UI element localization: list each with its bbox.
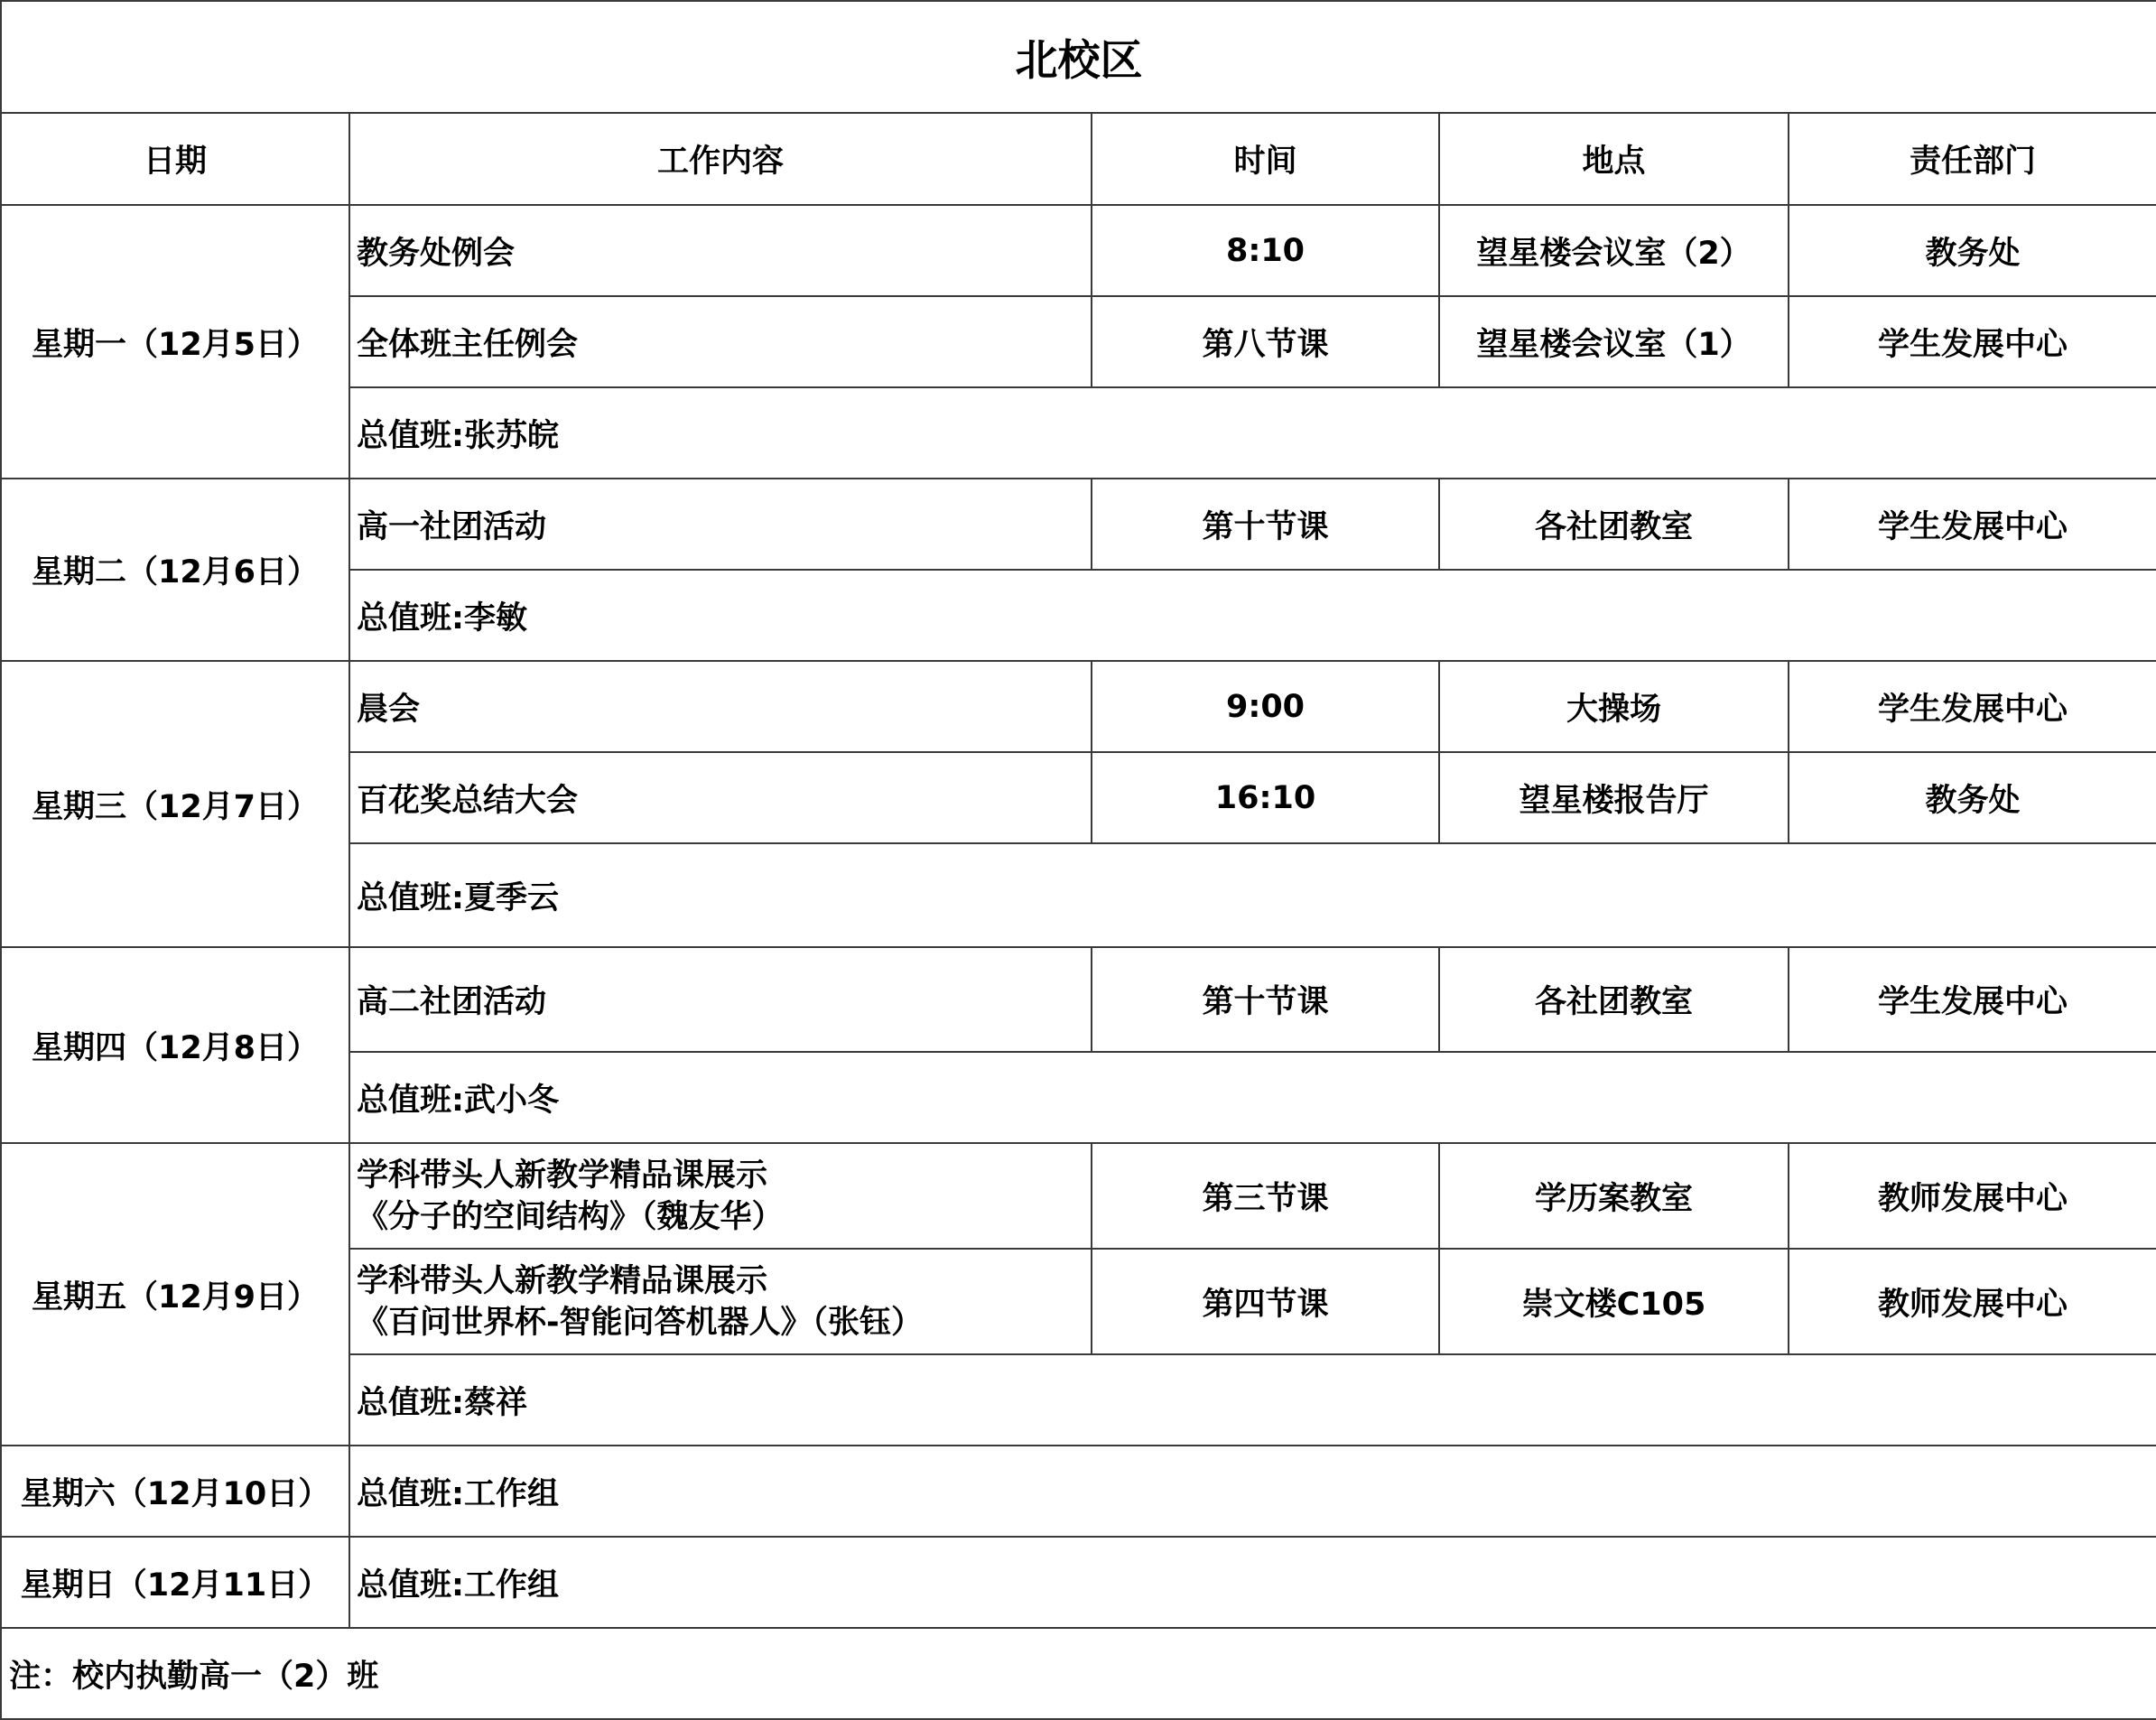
date-cell: 星期六（12月10日）	[1, 1446, 349, 1537]
duty-cell: 总值班:工作组	[349, 1537, 2156, 1628]
date-cell: 星期一（12月5日）	[1, 205, 349, 479]
header-task: 工作内容	[349, 113, 1092, 205]
page-title: 北校区	[1, 1, 2156, 113]
task-cell: 全体班主任例会	[349, 296, 1092, 387]
duty-cell: 总值班:工作组	[349, 1446, 2156, 1537]
duty-cell: 总值班:武小冬	[349, 1052, 2156, 1143]
dept-cell: 学生发展中心	[1789, 479, 2156, 570]
dept-cell: 教师发展中心	[1789, 1143, 2156, 1249]
time-cell: 16:10	[1092, 752, 1439, 843]
time-cell: 第十节课	[1092, 479, 1439, 570]
footnote: 注：校内执勤高一（2）班	[1, 1628, 2156, 1719]
time-cell: 第三节课	[1092, 1143, 1439, 1249]
place-cell: 望星楼会议室（1）	[1439, 296, 1789, 387]
duty-cell: 总值班:李敏	[349, 570, 2156, 661]
date-cell: 星期二（12月6日）	[1, 479, 349, 661]
header-row	[1, 113, 2156, 205]
place-cell: 望星楼会议室（2）	[1439, 205, 1789, 296]
date-cell: 星期日（12月11日）	[1, 1537, 349, 1628]
task-line: 学科带头人新教学精品课展示	[357, 1157, 768, 1194]
task-cell	[349, 1143, 1092, 1249]
title-row	[1, 1, 2156, 113]
place-cell: 学历案教室	[1439, 1143, 1789, 1249]
date-cell: 星期三（12月7日）	[1, 661, 349, 947]
task-cell: 高一社团活动	[349, 479, 1092, 570]
dept-cell: 学生发展中心	[1789, 947, 2156, 1052]
dept-cell: 学生发展中心	[1789, 296, 2156, 387]
table-row	[1, 479, 2156, 570]
task-cell: 晨会	[349, 661, 1092, 752]
dept-cell: 教师发展中心	[1789, 1249, 2156, 1354]
table-row	[1, 1446, 2156, 1537]
note-row	[1, 1628, 2156, 1719]
header-time: 时间	[1092, 113, 1439, 205]
table-row	[1, 1537, 2156, 1628]
dept-cell: 学生发展中心	[1789, 661, 2156, 752]
duty-cell: 总值班:蔡祥	[349, 1354, 2156, 1446]
task-cell: 高二社团活动	[349, 947, 1092, 1052]
task-cell: 教务处例会	[349, 205, 1092, 296]
table-row	[1, 1143, 2156, 1249]
time-cell: 9:00	[1092, 661, 1439, 752]
table-row	[1, 947, 2156, 1052]
place-cell: 望星楼报告厅	[1439, 752, 1789, 843]
time-cell: 8:10	[1092, 205, 1439, 296]
dept-cell: 教务处	[1789, 205, 2156, 296]
time-cell: 第四节课	[1092, 1249, 1439, 1354]
task-cell: 百花奖总结大会	[349, 752, 1092, 843]
header-date: 日期	[1, 113, 349, 205]
duty-cell: 总值班:张苏皖	[349, 387, 2156, 479]
task-line: 学科带头人新教学精品课展示	[357, 1262, 768, 1299]
time-cell: 第十节课	[1092, 947, 1439, 1052]
header-dept: 责任部门	[1789, 113, 2156, 205]
task-line: 《分子的空间结构》（魏友华）	[357, 1198, 784, 1235]
table-row	[1, 205, 2156, 296]
task-cell	[349, 1249, 1092, 1354]
duty-cell: 总值班:夏季云	[349, 843, 2156, 947]
date-cell: 星期五（12月9日）	[1, 1143, 349, 1446]
place-cell: 大操场	[1439, 661, 1789, 752]
task-line: 《百问世界杯-智能问答机器人》（张钰）	[357, 1304, 924, 1341]
date-cell: 星期四（12月8日）	[1, 947, 349, 1143]
dept-cell: 教务处	[1789, 752, 2156, 843]
time-cell: 第八节课	[1092, 296, 1439, 387]
place-cell: 崇文楼C105	[1439, 1249, 1789, 1354]
header-place: 地点	[1439, 113, 1789, 205]
place-cell: 各社团教室	[1439, 479, 1789, 570]
place-cell: 各社团教室	[1439, 947, 1789, 1052]
table-row	[1, 661, 2156, 752]
